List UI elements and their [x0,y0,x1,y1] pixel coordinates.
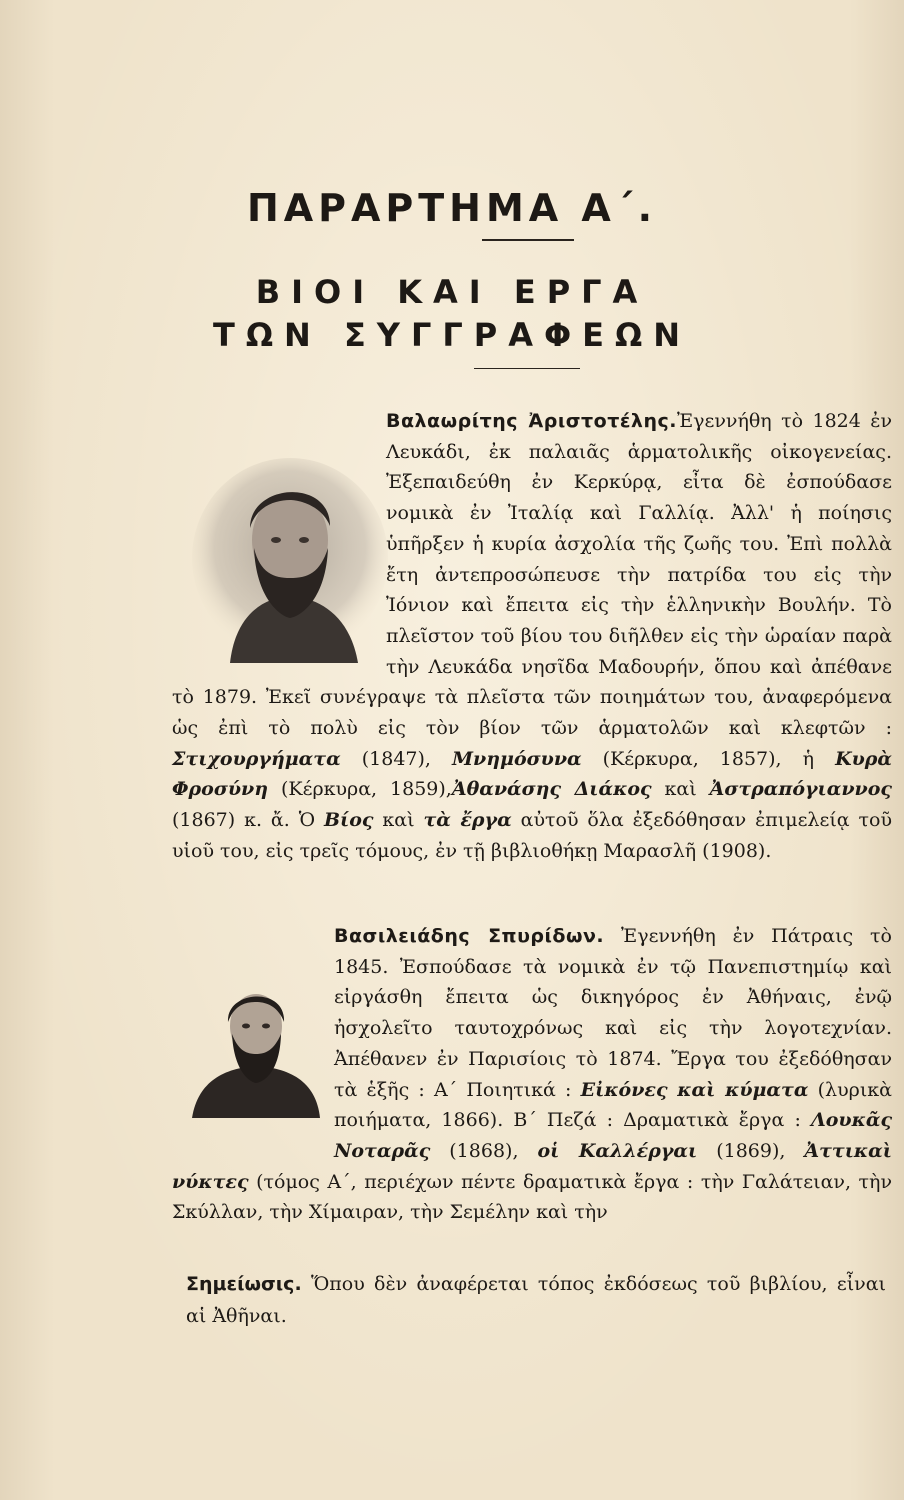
bio-text: καὶ [382,809,415,832]
bio-text: Ἐγεννήθη τὸ 1824 ἐν Λευκάδι, ἐκ παλαιᾶς ἁρματολικῆς οἰκογενείας. Ἐξεπαιδεύθη ἐν Κερκύρᾳ, εἶτα δὲ ἐσπούδασε νομικὰ ἐν Ἰταλίᾳ καὶ Γαλλίᾳ. Ἀλλ' ἡ ποίησις ὑπῆρξεν ἡ κυρία ἀσχολία τῆς ζωῆς του. Ἐπὶ πολλὰ ἔτη ἀντεπροσώπευσε τὴν πατρίδα του εἰς τὴν Ἰόνιον καὶ ἔπειτα εἰς τὴν ἑλληνικὴν Βουλήν. Τὸ πλεῖστον τοῦ βίου του διῆλθεν εἰς τὴν ὡραίαν παρὰ τὴν Λευκάδα νησῖδα Μαδουρήν, ὅπου καὶ ἀπέθανε τὸ 1879. Ἐκεῖ συνέγραψε τὰ πλεῖστα τῶν ποιημάτων του, ἀναφερόμενα ὡς ἐπὶ τὸ πολὺ εἰς τὸν βίον τῶν ἁρματολῶν καὶ κλεφτῶν : [172,410,892,740]
section-heading-line-2: ΤΩΝ ΣΥΓΓΡΑΦΕΩΝ [212,316,692,354]
title-divider [482,239,574,241]
work-title: Βίος [323,809,374,832]
work-title: οἱ Καλλέργαι [537,1139,698,1162]
footnote [186,1268,886,1332]
bio-valaoritis [172,406,892,867]
work-title: τὰ ἔργα [423,809,512,832]
appendix-title: ΠΑΡΑΡΤΗΜΑ Α΄. [246,186,658,230]
work-title: Στιχουργήματα [172,747,341,770]
bio-text: (1847), [361,747,431,770]
work-title: Ἀττικαὶ νύκτες [172,1139,892,1193]
bio-text: Ἐγεννήθη ἐν Πάτραις τὸ 1845. Ἐσπούδασε τὰ νομικὰ ἐν τῷ Πανεπιστημίῳ καὶ εἰργάσθη ἔπειτα ὡς δικηγόρος ἐν Ἀθήναις, ἐνῷ ἠσχολεῖτο ταυτοχρόνως καὶ εἰς τὴν λογοτεχνίαν. Ἀπέθανεν ἐν Παρισίοις τὸ 1874. Ἔργα του ἐξεδόθησαν τὰ ἑξῆς : Α΄ Ποιητικά : [334,925,892,1101]
bio-text: (1867) κ. ἄ. Ὁ [172,809,316,832]
portrait-space-2 [172,953,334,1139]
bio-text: καὶ [664,778,697,801]
bio-text: (1869), [716,1139,786,1162]
bio-text: (1868), [449,1139,519,1162]
work-title: Ἀστραπόγιαννος [709,778,892,801]
work-title: Μνημόσυνα [452,747,582,770]
work-title: Κυρὰ Φροσύνη [172,747,893,801]
heading-divider [474,368,580,369]
bio-text: αὐτοῦ ὅλα ἐξεδόθησαν ἐπιμελείᾳ τοῦ υἱοῦ του, εἰς τρεῖς τόμους, ἐν τῇ βιβλιοθήκῃ Μαρασλῆ (1908). [172,809,893,862]
author-name-valaoritis: Βαλαωρίτης Ἀριστοτέλης. [386,410,677,432]
portrait-space-1 [172,438,386,681]
bio-text: (τόμος Α΄, περιέχων πέντε δραματικὰ ἔργα : τὴν Γαλάτειαν, τὴν Σκύλλαν, τὴν Χίμαιραν, τὴν Σεμέλην καὶ τὴν [172,1170,892,1224]
bio-text: (λυρικὰ ποιήματα, 1866). Β΄ Πεζά : Δραματικὰ ἔργα : [334,1078,892,1132]
bio-text: (Κέρκυρα, 1859), [281,778,452,801]
bio-text: (Κέρκυρα, 1857), ἡ [602,747,815,770]
work-title: Εἰκόνες καὶ κύματα [580,1078,809,1101]
footnote-label: Σημείωσις. [186,1273,302,1295]
bio-vasileiadis [172,921,892,1228]
section-heading-line-1: ΒΙΟΙ ΚΑΙ ΕΡΓΑ [255,273,649,311]
author-name-vasileiadis: Βασιλειάδης Σπυρίδων. [334,925,605,947]
work-title: Ἀθανάσης Διάκος [451,778,652,801]
footnote-text: Ὅπου δὲν ἀναφέρεται τόπος ἐκδόσεως τοῦ βιβλίου, εἶναι αἱ Ἀθῆναι. [186,1273,886,1327]
work-title: Λουκᾶς Νοταρᾶς [334,1109,893,1162]
